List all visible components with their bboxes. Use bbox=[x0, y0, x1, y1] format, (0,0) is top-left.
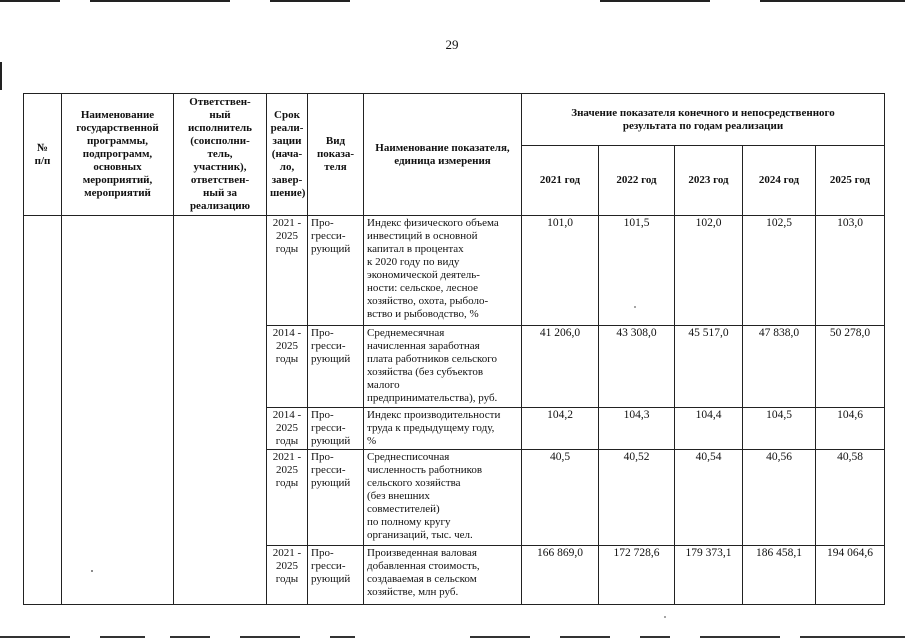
header-program: Наименование государственной программы, подпрограмм, основных мероприятий, мероприятий bbox=[62, 94, 174, 216]
cell-kind: Про- гресси- рующий bbox=[308, 326, 364, 408]
indicator-table bbox=[23, 93, 885, 605]
cell-responsible-empty bbox=[174, 216, 267, 605]
cell-kind: Про- гресси- рующий bbox=[308, 546, 364, 605]
header-year: 2025 год bbox=[816, 146, 885, 216]
cell-value: 47 838,0 bbox=[743, 326, 816, 408]
cell-value: 40,58 bbox=[816, 450, 885, 546]
cell-program-empty bbox=[62, 216, 174, 605]
cell-value: 101,0 bbox=[522, 216, 599, 326]
cell-indicator: Среднесписочная численность работников сельского хозяйства (без внешних совместителей) по полному кругу организаций, тыс. чел. bbox=[364, 450, 522, 546]
cell-value: 186 458,1 bbox=[743, 546, 816, 605]
cell-value: 103,0 bbox=[816, 216, 885, 326]
cell-indicator: Индекс производительности труда к предыдущему году, % bbox=[364, 408, 522, 450]
cell-term: 2021 - 2025 годы bbox=[267, 216, 308, 326]
cell-value: 102,0 bbox=[675, 216, 743, 326]
header-term: Срок реали- зации (нача- ло, завер- шение) bbox=[267, 94, 308, 216]
cell-value: 104,5 bbox=[743, 408, 816, 450]
cell-value: 45 517,0 bbox=[675, 326, 743, 408]
scan-speck bbox=[634, 306, 636, 308]
cell-term: 2021 - 2025 годы bbox=[267, 450, 308, 546]
header-values-group: Значение показателя конечного и непосредственного результата по годам реализации bbox=[522, 94, 885, 146]
cell-indicator: Индекс физического объема инвестиций в основной капитал в процентах к 2020 году по виду экономической деятель- ности: сельское, лесное хозяйство, охота, рыболо- вство и рыбоводство, % bbox=[364, 216, 522, 326]
header-indicator: Наименование показателя, единица измерения bbox=[364, 94, 522, 216]
scan-top-edge bbox=[0, 0, 905, 4]
header-year: 2021 год bbox=[522, 146, 599, 216]
cell-kind: Про- гресси- рующий bbox=[308, 408, 364, 450]
cell-term: 2014 - 2025 годы bbox=[267, 408, 308, 450]
scan-speck bbox=[664, 616, 666, 618]
cell-value: 40,5 bbox=[522, 450, 599, 546]
cell-value: 166 869,0 bbox=[522, 546, 599, 605]
cell-kind: Про- гресси- рующий bbox=[308, 450, 364, 546]
cell-value: 43 308,0 bbox=[599, 326, 675, 408]
cell-value: 40,52 bbox=[599, 450, 675, 546]
cell-value: 104,3 bbox=[599, 408, 675, 450]
cell-value: 172 728,6 bbox=[599, 546, 675, 605]
cell-kind: Про- гресси- рующий bbox=[308, 216, 364, 326]
cell-num-empty bbox=[24, 216, 62, 605]
cell-value: 50 278,0 bbox=[816, 326, 885, 408]
header-responsible: Ответствен- ный исполнитель (соисполни- тель, участник), ответствен- ный за реализацию bbox=[174, 94, 267, 216]
cell-value: 104,2 bbox=[522, 408, 599, 450]
cell-value: 104,6 bbox=[816, 408, 885, 450]
cell-value: 194 064,6 bbox=[816, 546, 885, 605]
header-year: 2023 год bbox=[675, 146, 743, 216]
cell-term: 2021 - 2025 годы bbox=[267, 546, 308, 605]
scan-left-edge bbox=[0, 62, 2, 90]
cell-value: 41 206,0 bbox=[522, 326, 599, 408]
cell-value: 40,56 bbox=[743, 450, 816, 546]
scan-speck bbox=[91, 570, 93, 572]
cell-value: 102,5 bbox=[743, 216, 816, 326]
header-year: 2022 год bbox=[599, 146, 675, 216]
cell-term: 2014 - 2025 годы bbox=[267, 326, 308, 408]
cell-indicator: Произведенная валовая добавленная стоимость, создаваемая в сельском хозяйстве, млн руб. bbox=[364, 546, 522, 605]
table-row bbox=[24, 216, 885, 326]
page-number: 29 bbox=[445, 37, 459, 52]
scan-bottom-edge bbox=[0, 634, 905, 640]
cell-value: 104,4 bbox=[675, 408, 743, 450]
cell-value: 101,5 bbox=[599, 216, 675, 326]
header-year: 2024 год bbox=[743, 146, 816, 216]
cell-value: 40,54 bbox=[675, 450, 743, 546]
cell-indicator: Среднемесячная начисленная заработная плата работников сельского хозяйства (без субъектов малого предпринимательства), руб. bbox=[364, 326, 522, 408]
header-kind: Вид показа- теля bbox=[308, 94, 364, 216]
cell-value: 179 373,1 bbox=[675, 546, 743, 605]
header-num: № п/п bbox=[24, 94, 62, 216]
